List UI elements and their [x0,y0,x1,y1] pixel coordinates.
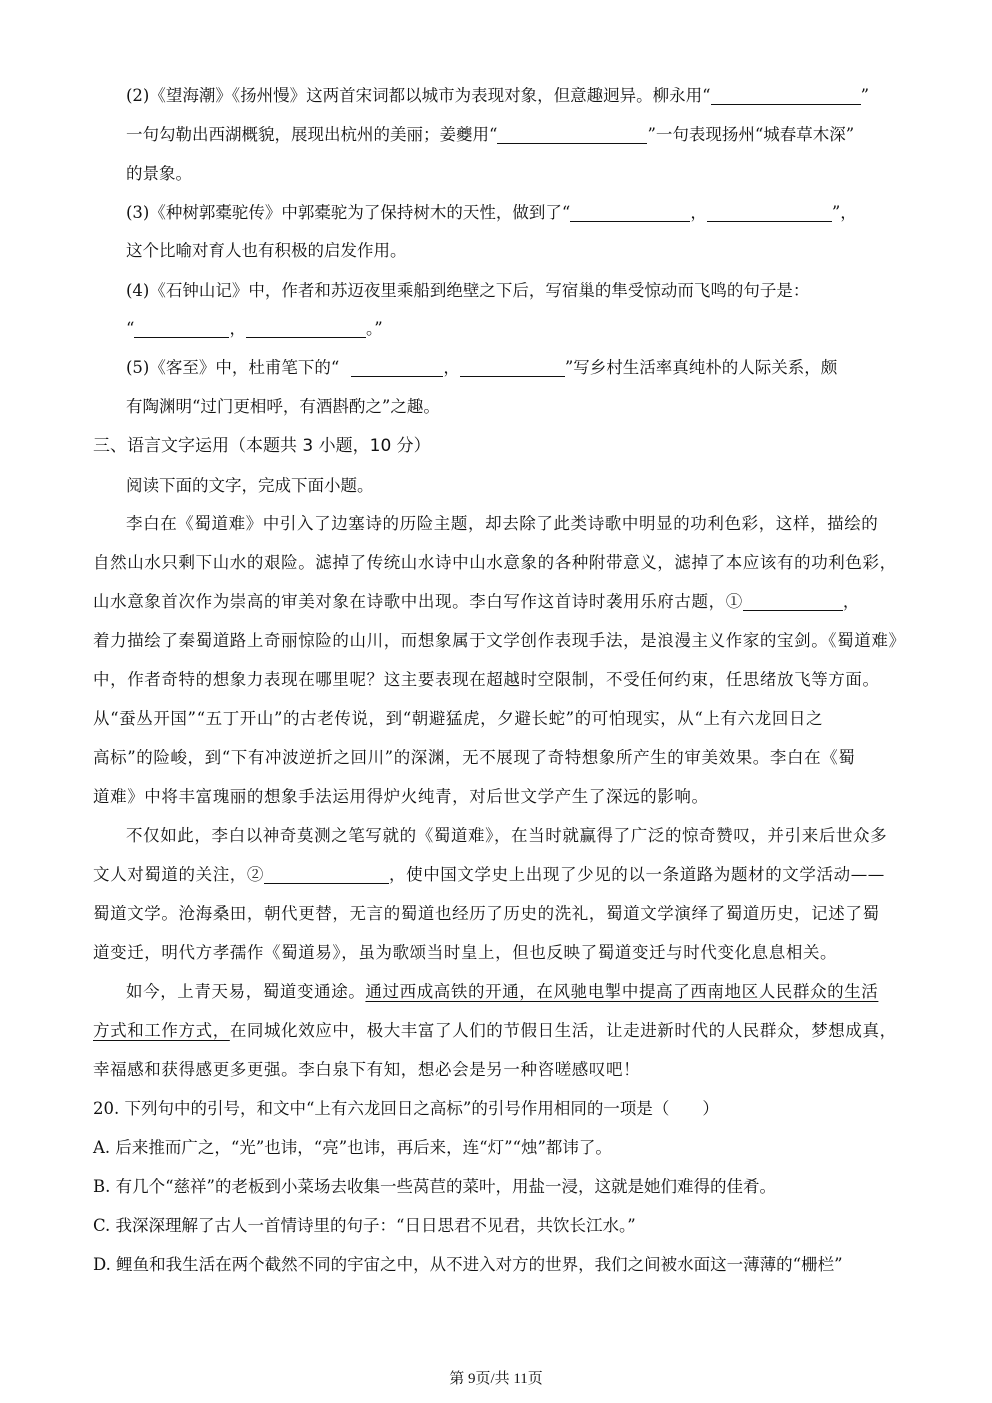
answer-blank[interactable] [246,321,366,338]
passage-line: 自然山水只剩下山水的艰险。滤掉了传统山水诗中山水意象的各种附带意义，滤掉了本应该有的功利色彩， [93,553,897,572]
q3-line-1 [126,203,936,223]
passage-line: 着力描绘了秦蜀道路上奇丽惊险的山川，而想象属于文学创作表现手法，是浪漫主义作家的宝剑。《蜀道难》 [93,631,906,650]
q4-text: “ [126,319,135,338]
underlined-sentence: 方式和工作方式， [93,1021,230,1040]
option-d[interactable]: D. 鲤鱼和我生活在两个截然不同的宇宙之中，从不进入对方的世界，我们之间被水面这一薄薄的“栅栏” [93,1255,843,1274]
option-a[interactable]: A. 后来推而广之，“光”也讳，“亮”也讳，再后来，连“灯”“烛”都讳了。 [93,1138,612,1157]
answer-blank[interactable] [134,321,229,338]
q5-text: (5)《客至》中，杜甫笔下的“ [126,358,340,377]
q3-line-2: 这个比喻对育人也有积极的启发作用。 [126,241,407,260]
answer-blank-1[interactable] [743,594,843,611]
passage-line: 中，作者奇特的想象力表现在哪里呢？这主要表现在超越时空限制，不受任何约束，任思绪放飞等方面。 [93,670,880,689]
q3-text: (3)《种树郭橐驼传》中郭橐驼为了保持树木的天性，做到了“ [126,203,571,222]
q2-text: ” [860,86,869,105]
q2-line-3: 的景象。 [126,164,192,183]
answer-blank-2[interactable] [264,867,389,884]
answer-blank[interactable] [570,205,690,222]
passage-text: 在同城化效应中，极大丰富了人们的节假日生活，让走进新时代的人民群众，梦想成真， [229,1021,897,1040]
answer-blank[interactable] [497,127,647,144]
passage-text: 如今，上青天易，蜀道变通途。 [126,982,366,1001]
passage-text: ，使中国文学史上出现了少见的以一条道路为题材的文学活动—— [389,865,885,884]
q3-text: ， [690,203,707,222]
q5-line-1 [126,358,936,378]
option-b[interactable]: B. 有几个“慈祥”的老板到小菜场去收集一些莴苣的菜叶，用盐一浸，这就是她们难得的佳肴。 [93,1177,776,1196]
option-c[interactable]: C. 我深深理解了古人一首情诗里的句子：“日日思君不见君，共饮长江水。” [93,1216,636,1235]
passage-line: 不仅如此，李白以神奇莫测之笔写就的《蜀道难》，在当时就赢得了广泛的惊奇赞叹，并引来后世众多 [126,826,888,845]
q2-line-2 [126,125,936,145]
answer-blank[interactable] [707,205,832,222]
passage-line: 李白在《蜀道难》中引入了边塞诗的历险主题，却去除了此类诗歌中明显的功利色彩，这样，描绘的 [126,514,879,533]
q4-text: 。” [365,319,383,338]
q2-text: (2)《望海潮》《扬州慢》这两首宋词都以城市为表现对象，但意趣迥异。柳永用“ [126,86,711,105]
q4-text: ， [229,319,246,338]
passage-text: 文人对蜀道的关注，② [93,865,264,884]
page-number: 第 9页/共 11页 [449,1371,543,1387]
q2-text: 一句勾勒出西湖概貌，展现出杭州的美丽；姜夔用“ [126,125,498,144]
answer-blank[interactable] [460,360,565,377]
passage-text: 山水意象首次作为崇高的审美对象在诗歌中出现。李白写作这首诗时袭用乐府古题，① [93,592,743,611]
q3-text: ”， [831,203,857,222]
passage-line: 高标”的险峻，到“下有冲波逆折之回川”的深渊，无不展现了奇特想象所产生的审美效果。李白在《蜀 [93,748,856,767]
q4-line-2 [126,319,936,339]
q5-line-2: 有陶渊明“过门更相呼，有酒斟酌之”之趣。 [126,397,440,416]
section-instruction: 阅读下面的文字，完成下面小题。 [126,476,374,495]
passage-line: 从“蚕丛开国”“五丁开山”的古老传说，到“朝避猛虎，夕避长蛇”的可怕现实，从“上有六龙回日之 [93,709,824,728]
q5-text: ”写乡村生活率真纯朴的人际关系，颇 [564,358,838,377]
q5-text: ， [443,358,460,377]
q4-line-1: (4)《石钟山记》中，作者和苏迈夜里乘船到绝壁之下后，写宿巢的隼受惊动而飞鸣的句子是： [126,281,810,300]
underlined-sentence: 通过西成高铁的开通，在风驰电掣中提高了西南地区人民群众的生活 [365,982,879,1001]
passage-line [93,1021,903,1041]
section-heading: 三、语言文字运用（本题共 3 小题，10 分） [93,436,431,456]
passage-line [93,865,903,885]
q2-text: ”一句表现扬州“城春草木深” [647,125,855,144]
passage-line [126,982,936,1002]
answer-blank[interactable] [351,360,443,377]
passage-text: ， [842,592,860,611]
passage-line: 道变迁，明代方孝孺作《蜀道易》，虽为歌颂当时皇上，但也反映了蜀道变迁与时代变化息息相关。 [93,943,838,962]
q2-line-1 [126,86,936,106]
passage-line [93,592,903,612]
answer-blank[interactable] [711,88,861,105]
passage-line: 蜀道文学。沧海桑田，朝代更替，无言的蜀道也经历了历史的洗礼，蜀道文学演绎了蜀道历史，记述了蜀 [93,904,880,923]
passage-line: 幸福感和获得感更多更强。李白泉下有知，想必会是另一种咨嗟感叹吧！ [93,1060,641,1079]
passage-line: 道难》中将丰富瑰丽的想象手法运用得炉火纯青，对后世文学产生了深远的影响。 [93,787,709,806]
question-20-stem: 20. 下列句中的引号，和文中“上有六龙回日之高标”的引号作用相同的一项是（ ） [93,1099,719,1118]
